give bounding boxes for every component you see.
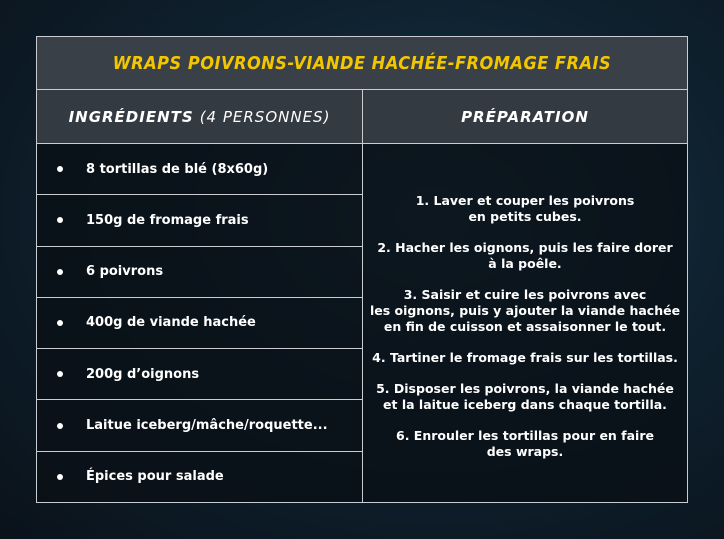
- ingredients-header-label: INGRÉDIENTS: [68, 107, 194, 126]
- ingredient-text: Épices pour salade: [86, 469, 224, 485]
- bullet-icon: [57, 474, 63, 480]
- ingredient-row: [37, 400, 362, 451]
- ingredient-row: [37, 247, 362, 298]
- recipe-table: [36, 36, 688, 503]
- ingredient-row: [37, 144, 362, 195]
- ingredient-row: [37, 298, 362, 349]
- bullet-icon: [57, 269, 63, 275]
- bullet-icon: [57, 423, 63, 429]
- step-line: en fin de cuisson et assaisonner le tout.: [383, 318, 667, 334]
- preparation-step-4: [372, 350, 678, 366]
- preparation-step-1: [416, 193, 635, 225]
- preparation-step-2: [377, 240, 672, 272]
- step-line: 6. Enrouler les tortillas pour en faire: [396, 427, 654, 443]
- ingredient-row: [37, 195, 362, 246]
- ingredient-text: Laitue iceberg/mâche/roquette...: [86, 418, 328, 434]
- step-line: les oignons, puis y ajouter la viande hachée: [369, 302, 681, 318]
- step-line: des wraps.: [486, 443, 564, 459]
- preparation-step-3: [370, 287, 680, 335]
- bullet-icon: [57, 166, 63, 172]
- step-line: 5. Disposer les poivrons, la viande hachée: [376, 380, 674, 396]
- recipe-title: WRAPS POIVRONS-VIANDE HACHÉE-FROMAGE FRAIS: [112, 52, 612, 74]
- step-line: à la poêle.: [488, 255, 562, 271]
- ingredient-text: 400g de viande hachée: [86, 315, 256, 331]
- preparation-header: [363, 90, 687, 143]
- step-line: 1. Laver et couper les poivrons: [415, 192, 635, 208]
- column-headers: [37, 90, 687, 144]
- table-body: [37, 144, 687, 502]
- step-line: 3. Saisir et cuire les poivrons avec: [403, 286, 647, 302]
- ingredient-row: [37, 452, 362, 502]
- ingredients-header: [37, 90, 363, 143]
- preparation-step-6: [396, 428, 654, 460]
- ingredient-row: [37, 349, 362, 400]
- step-line: 4. Tartiner le fromage frais sur les tortillas.: [372, 349, 678, 365]
- bullet-icon: [57, 217, 63, 223]
- title-bar: [37, 37, 687, 90]
- step-line: 2. Hacher les oignons, puis les faire dorer: [377, 239, 673, 255]
- ingredients-column: [37, 144, 363, 502]
- ingredient-text: 150g de fromage frais: [86, 212, 249, 228]
- step-line: et la laitue iceberg dans chaque tortilla.: [383, 396, 667, 412]
- step-line: en petits cubes.: [468, 208, 582, 224]
- ingredient-text: 8 tortillas de blé (8x60g): [86, 161, 269, 177]
- ingredient-text: 200g d’oignons: [86, 366, 200, 382]
- preparation-step-5: [376, 381, 674, 413]
- ingredient-text: 6 poivrons: [86, 264, 164, 280]
- preparation-column: [363, 144, 687, 502]
- bullet-icon: [57, 320, 63, 326]
- preparation-header-label: PRÉPARATION: [461, 107, 589, 126]
- ingredients-header-servings: (4 PERSONNES): [199, 107, 331, 126]
- bullet-icon: [57, 371, 63, 377]
